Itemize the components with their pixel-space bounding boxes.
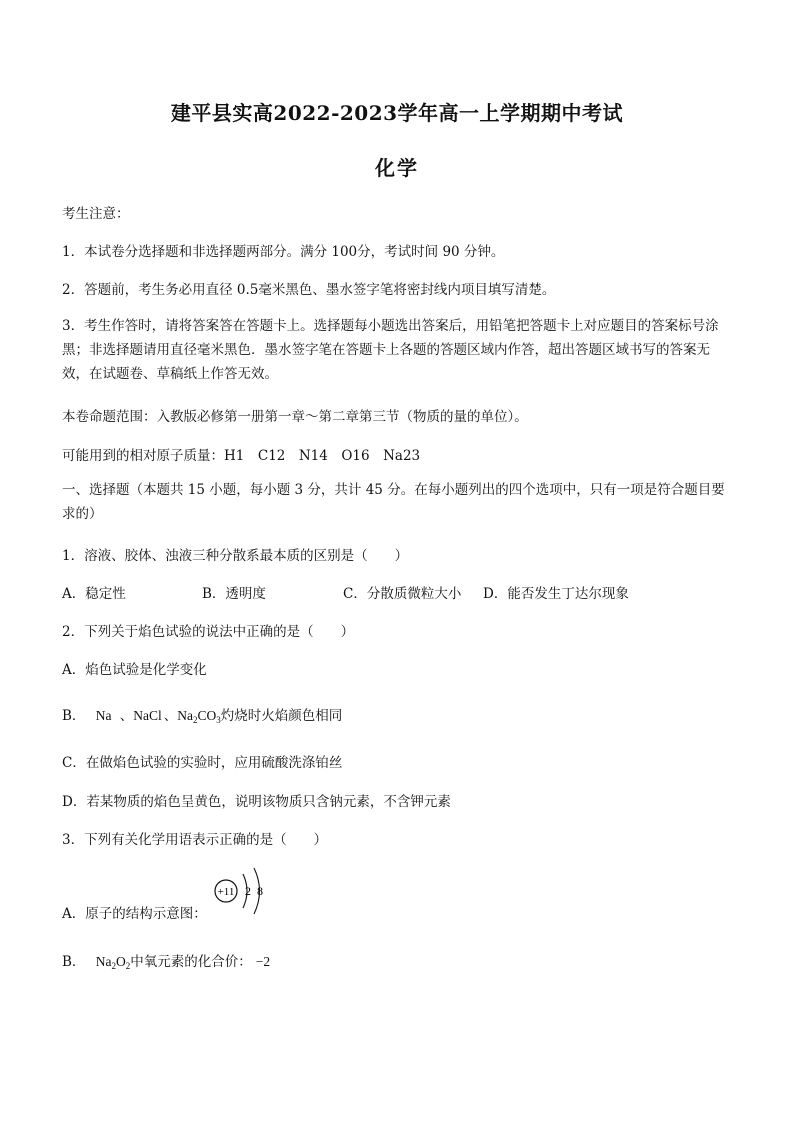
q2-b-suffix: 灼烧时火焰颜色相同 — [220, 708, 343, 724]
q1-option-c: C．分散质微粒大小 — [343, 586, 462, 602]
q2-option-a: A．焰色试验是化学变化 — [62, 662, 207, 678]
q3-option-b — [62, 950, 270, 971]
shell-1-electrons: 2 — [245, 884, 251, 898]
scope-line: 本卷命题范围：入教版必修第一册第一章～第二章第三节（物质的量的单位）。 — [62, 409, 528, 425]
notice-item-3: 3．考生作答时，请将答案答在答题卡上。选择题每小题选出答案后，用铅笔把答题卡上对应题目的答案标号涂黑；非选择题请用直径毫米黑色．墨水签字笔在答题卡上各题的答题区域内作答，超出答题区域书写的答案无效，在试题卷、草稿纸上作答无效。 — [62, 318, 719, 382]
q3-b-value: −2 — [255, 954, 271, 969]
notice-item-1: 1．本试卷分选择题和非选择题两部分。满分 100分，考试时间 90 分钟。 — [62, 244, 505, 260]
formula-nacl: NaCl — [133, 708, 162, 723]
q1-option-a: A．稳定性 — [62, 586, 126, 602]
q3-b-prefix: B． — [62, 954, 86, 970]
q3-option-a: A．原子的结构示意图： — [62, 906, 207, 922]
separator: 、 — [163, 708, 178, 724]
notice-item-2: 2．答题前，考生务必用直径 0.5毫米黑色、墨水签字笔将密封线内项目填写清楚。 — [62, 282, 556, 298]
nucleus-charge: +11 — [217, 886, 235, 898]
formula-na2co3: $Na_2CO_3$ — [177, 708, 221, 725]
q2-option-c: C．在做焰色试验的实验时，应用硫酸洗涤铂丝 — [62, 755, 343, 771]
separator: 、 — [119, 708, 134, 724]
q2-stem: 2．下列关于焰色试验的说法中正确的是（ ） — [62, 624, 355, 640]
q3-stem: 3．下列有关化学用语表示正确的是（ ） — [62, 832, 328, 848]
atomic-structure-diagram — [213, 864, 273, 920]
subject-title: 化学 — [375, 156, 419, 180]
q3-b-suffix: 中氧元素的化合价： — [130, 954, 252, 970]
q1-options — [62, 582, 742, 602]
q1-stem: 1．溶液、胶体、浊液三种分散系最本质的区别是（ ） — [62, 548, 409, 564]
section-heading: 一、选择题（本题共 15 小题，每小题 3 分，共计 45 分。在每小题列出的四个选项中，只有一项是符合题目要求的） — [62, 482, 725, 522]
atomic-masses: 可能用到的相对原子质量：H1 C12 N14 O16 Na23 — [62, 448, 421, 464]
q2-b-prefix: B． — [62, 708, 86, 724]
q1-option-b: B．透明度 — [202, 586, 266, 602]
q2-option-b — [62, 704, 342, 725]
q1-option-d: D．能否发生丁达尔现象 — [483, 586, 629, 602]
q2-option-d: D．若某物质的焰色呈黄色，说明该物质只含钠元素，不含钾元素 — [62, 794, 451, 810]
formula-na: Na — [95, 708, 112, 723]
shell-2-electrons: 8 — [257, 884, 263, 898]
formula-na2o2: $Na_2O_2$ — [95, 954, 131, 971]
notice-heading: 考生注意： — [62, 206, 130, 222]
exam-title: 建平县实高2022-2023学年高一上学期期中考试 — [170, 101, 624, 125]
